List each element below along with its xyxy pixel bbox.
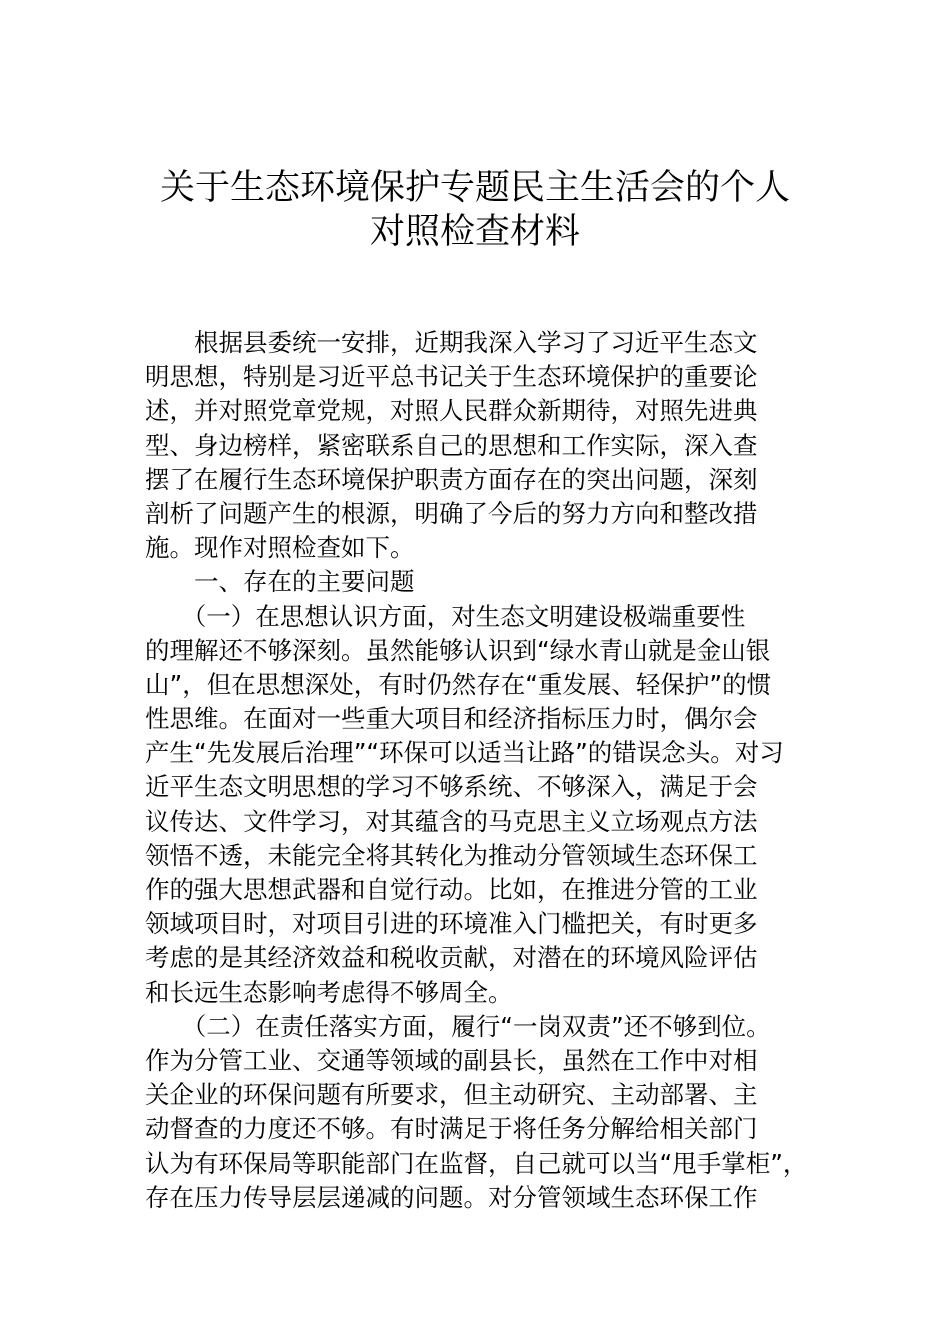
body-line: （一）在思想认识方面，对生态文明建设极端重要性	[145, 601, 746, 631]
body-line: 摆了在履行生态环境保护职责方面存在的突出问题，深刻	[145, 464, 758, 494]
body-line: 的理解还不够深刻。虽然能够认识到“绿水青山就是金山银	[145, 635, 771, 665]
body-line: 产生“先发展后治理”“环保可以适当让路”的错误念头。对习	[145, 738, 784, 768]
body-line: 作的强大思想武器和自觉行动。比如，在推进分管的工业	[145, 875, 758, 904]
document-title-line-2: 对照检查材料	[369, 212, 580, 252]
body-line: 存在压力传导层层递减的问题。对分管领域生态环保工作	[145, 1182, 758, 1212]
body-line: （二）在责任落实方面，履行“一岗双责”还不够到位。	[145, 1011, 771, 1041]
body-line: 明思想，特别是习近平总书记关于生态环境保护的重要论	[145, 362, 758, 392]
body-line: 关企业的环保问题有所要求，但主动研究、主动部署、主	[145, 1080, 758, 1110]
body-line: 性思维。在面对一些重大项目和经济指标压力时，偶尔会	[145, 704, 758, 734]
body-line: 动督查的力度还不够。有时满足于将任务分解给相关部门	[145, 1114, 758, 1144]
body-line: 根据县委统一安排，近期我深入学习了习近平生态文	[145, 328, 758, 357]
body-line: 型、身边榜样，紧密联系自己的思想和工作实际，深入查	[145, 430, 758, 460]
body-line: 领悟不透，未能完全将其转化为推动分管领域生态环保工	[145, 840, 758, 870]
body-line: 作为分管工业、交通等领域的副县长，虽然在工作中对相	[145, 1045, 758, 1075]
body-line: 述，并对照党章党规，对照人民群众新期待，对照先进典	[145, 396, 758, 426]
section-heading: 一、存在的主要问题	[145, 567, 415, 597]
body-line: 山”，但在思想深处，有时仍然存在“重发展、轻保护”的惯	[145, 669, 772, 699]
body-line: 近平生态文明思想的学习不够系统、不够深入，满足于会	[145, 772, 758, 802]
document-title-line-1: 关于生态环境保护专题民主生活会的个人	[159, 168, 790, 208]
document-body	[145, 326, 815, 1215]
body-line: 议传达、文件学习，对其蕴含的马克思主义立场观点方法	[145, 806, 758, 836]
body-line: 认为有环保局等职能部门在监督，自己就可以当“甩手掌柜”，	[145, 1148, 808, 1178]
body-line: 和长远生态影响考虑得不够周全。	[145, 977, 513, 1007]
body-line: 剖析了问题产生的根源，明确了今后的努力方向和整改措	[145, 498, 758, 528]
body-line: 考虑的是其经济效益和税收贡献，对潜在的环境风险评估	[145, 943, 758, 973]
body-line: 领域项目时，对项目引进的环境准入门槛把关，有时更多	[145, 909, 758, 939]
body-line: 施。现作对照检查如下。	[145, 533, 415, 563]
